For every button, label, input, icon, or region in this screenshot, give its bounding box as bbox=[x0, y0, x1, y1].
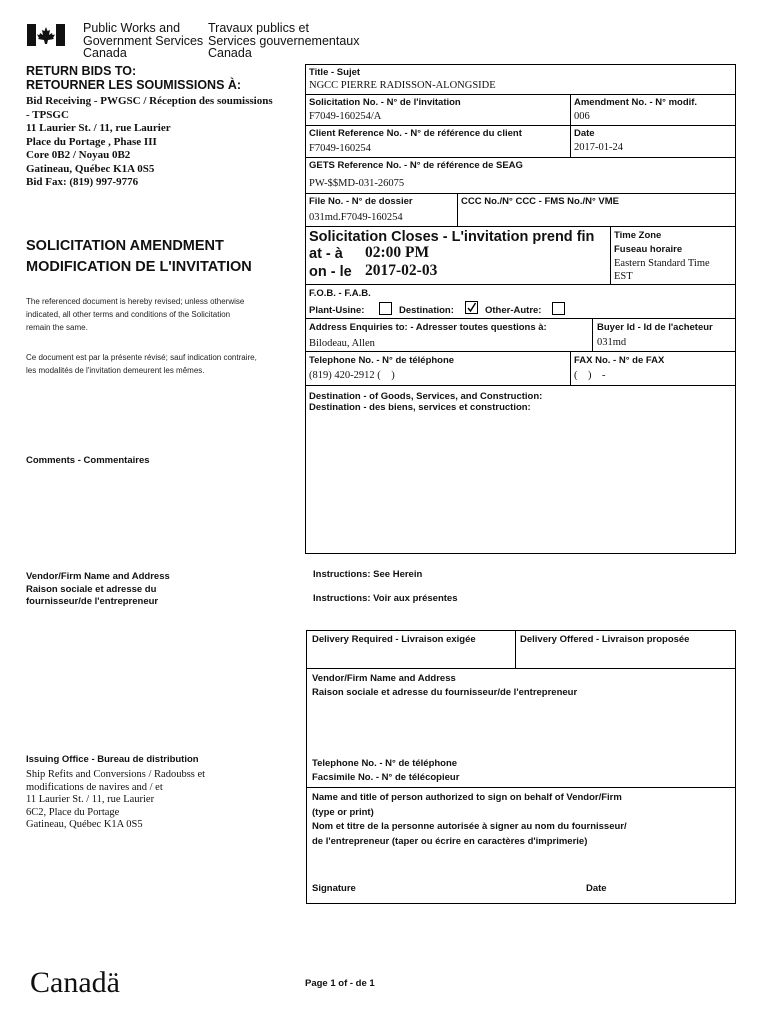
destination-label: Destination: bbox=[399, 305, 454, 316]
client-reference-label: Client Reference No. - N° de référence du client bbox=[309, 128, 522, 139]
destination-goods-label: Destination - of Goods, Services, and Construction: Destination - des biens, services et construction: bbox=[309, 391, 543, 413]
title-label: Title - Sujet bbox=[309, 67, 361, 78]
buyer-id-value: 031md bbox=[597, 337, 627, 348]
vendor-firm-label: Vendor/Firm Name and Address Raison sociale et adresse du fournisseur/de l'entrepreneur bbox=[26, 571, 170, 607]
client-reference-value: F7049-160254 bbox=[309, 143, 371, 154]
issuing-office-label: Issuing Office - Bureau de distribution bbox=[26, 754, 199, 765]
other-autre-label: Other-Autre: bbox=[485, 305, 542, 316]
return-bids-address: Bid Receiving - PWGSC / Réception des soumissions - TPSGC 11 Laurier St. / 11, rue Laurier Place du Portage , Phase III Core 0B2 / Noyau 0B2 Gatineau, Québec K1A 0S5 Bid Fax: (819) 997-9776 bbox=[26, 95, 273, 188]
amendment-text-fr: Ce document est par la présente révisé; sauf indication contraire, les modalités de l'invitation demeurent les mêmes. bbox=[26, 353, 257, 375]
amendment-text-en: The referenced document is hereby revised; unless otherwise indicated, all other terms and conditions of the Solicitation remain the same. bbox=[26, 297, 245, 332]
plant-usine-label: Plant-Usine: bbox=[309, 305, 365, 316]
closing-date-label: on - le bbox=[309, 264, 352, 280]
closing-date-value: 2017-02-03 bbox=[365, 262, 438, 279]
amendment-number-label: Amendment No. - N° modif. bbox=[574, 97, 698, 108]
signature-date-label: Date bbox=[586, 883, 607, 894]
other-autre-checkbox[interactable] bbox=[552, 302, 565, 315]
title-value: NGCC PIERRE RADISSON-ALONGSIDE bbox=[309, 80, 496, 91]
solicitation-number-label: Solicitation No. - N° de l'invitation bbox=[309, 97, 461, 108]
delivery-offered-label: Delivery Offered - Livraison proposée bbox=[520, 634, 690, 645]
gets-reference-value: PW-$$MD-031-26075 bbox=[309, 178, 405, 189]
gets-reference-label: GETS Reference No. - N° de référence de SEAG bbox=[309, 160, 523, 171]
vendor-name-address-label: Vendor/Firm Name and Address Raison sociale et adresse du fournisseur/de l'entrepreneur bbox=[312, 673, 578, 698]
checkmark-icon bbox=[466, 302, 477, 313]
amendment-title: SOLICITATION AMENDMENT MODIFICATION DE L'INVITATION bbox=[26, 238, 252, 275]
fax-label: FAX No. - N° de FAX bbox=[574, 355, 665, 366]
vendor-fax-label: Facsimile No. - N° de télécopieur bbox=[312, 772, 460, 783]
time-zone-value: Eastern Standard Time EST bbox=[614, 258, 710, 282]
date-value: 2017-01-24 bbox=[574, 142, 623, 153]
fob-label: F.O.B. - F.A.B. bbox=[309, 288, 371, 299]
solicitation-number-value: F7049-160254/A bbox=[309, 111, 382, 122]
telephone-value: (819) 420-2912 ( ) bbox=[309, 370, 395, 381]
authorized-person-label: Name and title of person authorized to sign on behalf of Vendor/Firm (type or print) Nom et titre de la personne autorisée à signer au nom du fournisseur/ de l'entrepreneur (taper ou écrire en caractères d'imprimerie) bbox=[312, 792, 627, 847]
file-number-value: 031md.F7049-160254 bbox=[309, 212, 403, 223]
date-label: Date bbox=[574, 128, 595, 139]
file-number-label: File No. - N° de dossier bbox=[309, 196, 413, 207]
buyer-id-label: Buyer Id - Id de l'acheteur bbox=[597, 322, 713, 333]
destination-checkbox[interactable] bbox=[465, 301, 478, 314]
department-name-fr: Travaux publics et Services gouvernementaux Canada bbox=[208, 21, 360, 60]
plant-usine-checkbox[interactable] bbox=[379, 302, 392, 315]
telephone-label: Telephone No. - N° de téléphone bbox=[309, 355, 455, 366]
address-enquiries-label: Address Enquiries to: - Adresser toutes questions à: bbox=[309, 322, 547, 333]
return-bids-title: RETURN BIDS TO: RETOURNER LES SOUMISSIONS À: bbox=[26, 64, 242, 92]
ccc-number-label: CCC No./N° CCC - FMS No./N° VME bbox=[461, 196, 620, 207]
amendment-number-value: 006 bbox=[574, 111, 590, 122]
closing-time-label: at - à bbox=[309, 246, 343, 262]
fax-value: ( ) - bbox=[574, 370, 606, 381]
address-enquiries-value: Bilodeau, Allen bbox=[309, 338, 375, 349]
solicitation-closes-label: Solicitation Closes - L'invitation prend fin bbox=[309, 229, 595, 245]
instructions-fr: Instructions: Voir aux présentes bbox=[313, 593, 458, 604]
closing-time-value: 02:00 PM bbox=[365, 244, 430, 261]
canada-flag-logo bbox=[27, 24, 65, 46]
time-zone-label: Time Zone Fuseau horaire bbox=[614, 230, 683, 255]
page-number: Page 1 of - de 1 bbox=[305, 978, 375, 989]
comments-label: Comments - Commentaires bbox=[26, 455, 150, 466]
signature-label: Signature bbox=[312, 883, 356, 894]
instructions-en: Instructions: See Herein bbox=[313, 569, 423, 580]
vendor-phone-label: Telephone No. - N° de téléphone bbox=[312, 758, 458, 769]
canada-wordmark: Canadä bbox=[30, 966, 120, 999]
department-name-en: Public Works and Government Services Canada bbox=[83, 21, 204, 60]
issuing-office-address: Ship Refits and Conversions / Radoubss et modifications de navires and / et 11 Laurier St. / 11, rue Laurier 6C2, Place du Portage Gatineau, Québec K1A 0S5 bbox=[26, 769, 206, 830]
delivery-required-label: Delivery Required - Livraison exigée bbox=[312, 634, 476, 645]
